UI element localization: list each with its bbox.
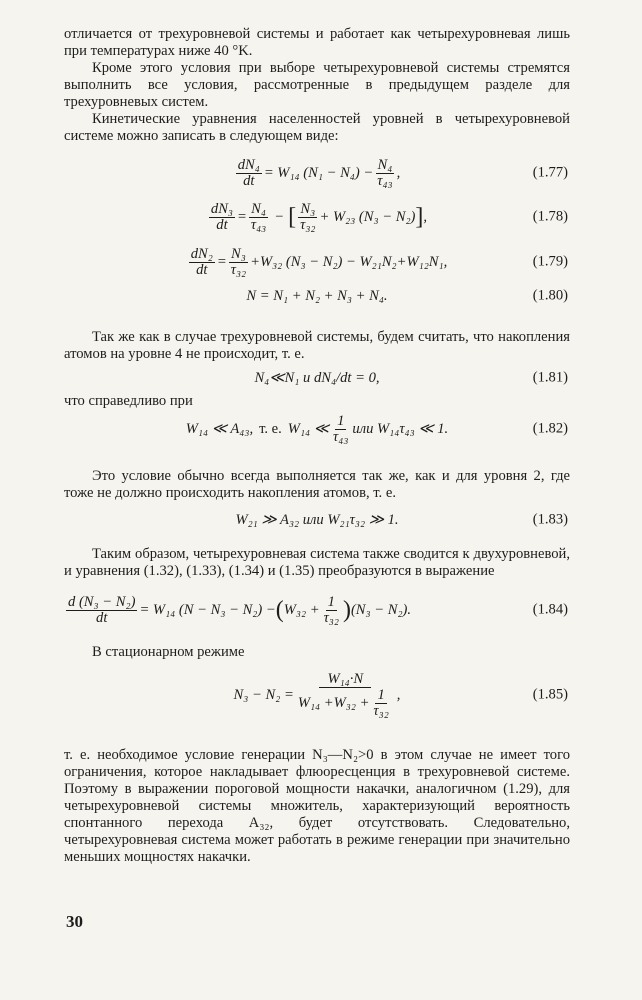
equation-number: (1.85): [532, 686, 568, 703]
equation-number: (1.84): [532, 601, 568, 618]
paragraph-accumulation: Так же как в случае трехуровневой системы, будем считать, что накопления атомов на уровне 4 не происходит, т. е.: [64, 329, 570, 362]
paragraph-conditions: Кроме этого условия при выборе четырехуровневой системы стремятся выполнить все условия, рассмотренные в предыдущем разделе для трехуровневых систем.: [64, 60, 570, 110]
paragraph-reduces: Таким образом, четырехуровневая система также сводится к двухуровневой, и уравнения (1.32), (1.33), (1.34) и (1.35) преобразуются в выражение: [64, 546, 570, 579]
paragraph-kinetic-intro: Кинетические уравнения населенностей уровней в четырехуровневой системе можно записать в следующем виде:: [64, 111, 570, 144]
equation-number: (1.77): [532, 164, 568, 181]
paragraph-stationary: В стационарном режиме: [92, 644, 245, 660]
equation-1-85: N₃ − N₂ = W₁₄·N W₁₄ +W₃₂ + $\frac{1}{\text{τ₃₂}}$ , (1.85): [233, 670, 568, 719]
equation-1-83: W₂₁ ≫ A₃₂ или W₂₁τ₃₂ ≫ 1. (1.83): [235, 511, 568, 528]
equation-number: (1.81): [532, 369, 568, 386]
equation-1-81: N₄≪N₁ и dN₄/dt = 0, (1.81): [254, 369, 568, 386]
equation-1-80: N = N₁ + N₂ + N₃ + N₄. (1.80): [246, 287, 568, 304]
equation-1-84: $\frac{\text{d (N₃ − N₂)}}{dt}$ = W₁₄ (N − N₃ − N₂) − ( W₃₂ + $\frac{1}{\text{τ₃₂}}$ ) (N₃ − N₂). (1.84): [68, 593, 568, 626]
paragraph-conclusion: т. е. необходимое условие генерации N₃—N₂>0 в этом случае не имеет того ограничения, которое накладывает флюоресценция в трехуровневой системе. Поэтому в выражении пороговой мощности накачки, аналогичном (1.29), для четырехуровневой системы множитель, характеризующий вероятность спонтанного перехода A₃₂, будет отсутствовать. Следовательно, четырехуровневая система может работать в режиме генерации при значительно меньших мощностях накачки.: [64, 747, 570, 865]
equation-number: (1.83): [532, 511, 568, 528]
page-content: [64, 26, 570, 866]
equation-1-82: W₁₄ ≪ A₄₃, т. е. W₁₄ ≪ $\frac{1}{\text{τ₄₃}}$ или W₁₄τ₄₃ ≪ 1. (1.82): [185, 412, 568, 445]
equation-1-78: $\frac{\text{dN₃}}{dt}$ = $\frac{\text{N₄}}{\text{τ₄₃}}$ − [ $\frac{\text{N₃}}{\text{τ₃₂}}$ + W₂₃ (N₃ − N₂) ] , (1.78): [210, 200, 568, 233]
page-number: 30: [66, 912, 83, 931]
paragraph-continued: отличается от трехуровневой системы и работает как четырехуровневая лишь при температурах ниже 40 °K.: [64, 26, 570, 59]
paragraph-level-2: Это условие обычно всегда выполняется так же, как и для уровня 2, где тоже не должно происходить накопления атомов, т. е.: [64, 468, 570, 501]
equation-1-79: $\frac{\text{dN₂}}{dt}$ = $\frac{\text{N₃}}{\text{τ₃₂}}$ +W₃₂ (N₃ − N₂) − W₂₁N₂+W₁₂N₁, (1.79): [190, 245, 568, 278]
equation-number: (1.79): [532, 253, 568, 270]
equation-number: (1.78): [532, 208, 568, 225]
equation-number: (1.80): [532, 287, 568, 304]
equation-number: (1.82): [532, 420, 568, 437]
paragraph-valid-when: что справедливо при: [64, 393, 193, 409]
equation-1-77: $\frac{\text{dN₄}}{dt}$ = W₁₄ (N₁ − N₄) − $\frac{\text{N₄}}{\text{τ₄₃}}$ , (1.77): [237, 156, 568, 189]
